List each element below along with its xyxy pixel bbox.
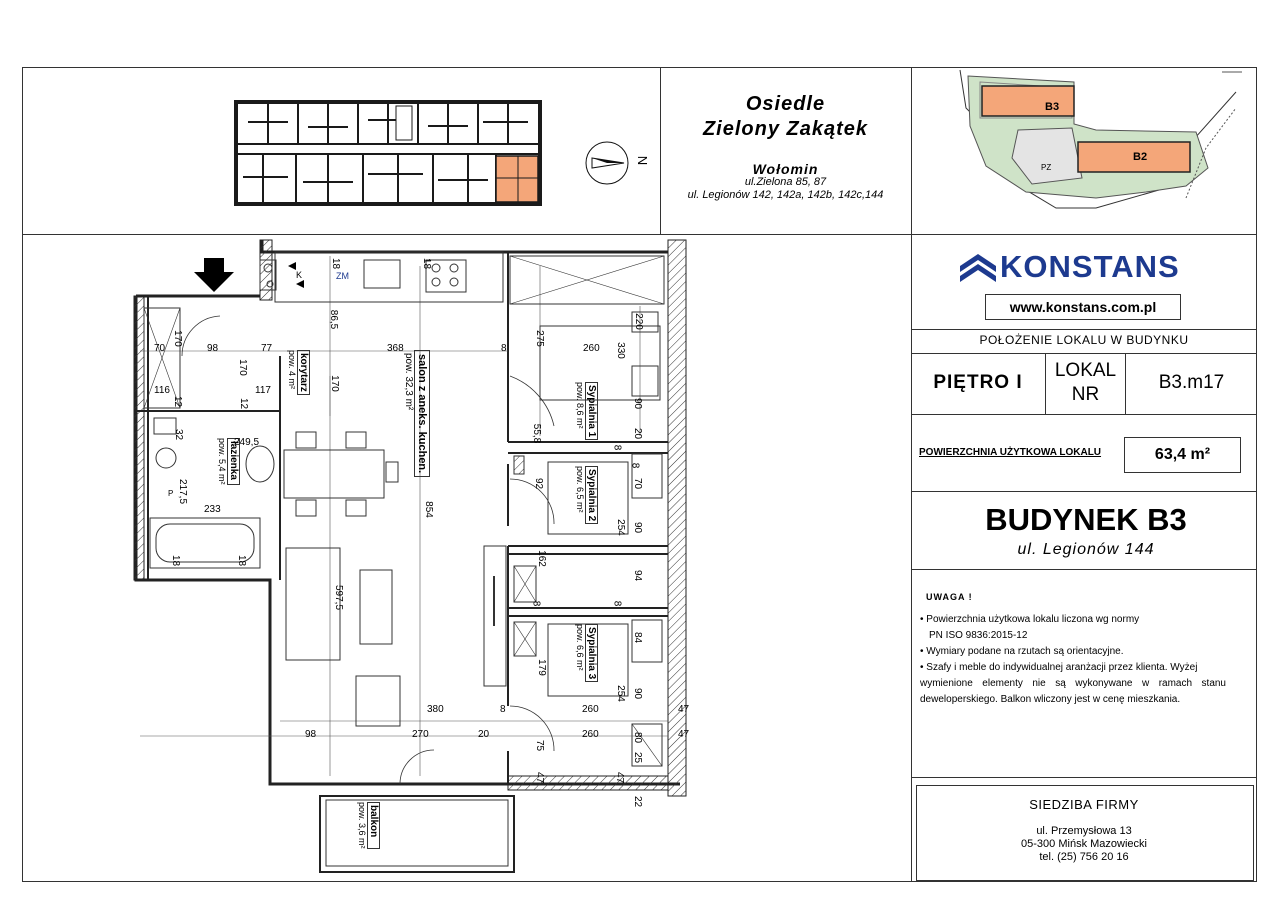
korytarz-name: korytarz	[297, 350, 310, 395]
sidebar-line-4	[911, 491, 1257, 492]
notes-heading: UWAGA !	[926, 592, 973, 602]
dim: 20	[478, 729, 490, 740]
dim: 98	[305, 729, 317, 740]
dim: 260	[582, 704, 599, 715]
building-floor-thumbnail	[228, 92, 548, 214]
dim: 162	[535, 550, 547, 567]
dim: 18	[170, 554, 182, 567]
estate-title-line2: Zielony Zakątek	[702, 118, 869, 140]
sypialnia2-area: pow. 6,5 m²	[575, 466, 585, 513]
dim: 254	[614, 685, 626, 702]
balkon-label	[357, 802, 380, 849]
balkon-area: pow. 3,6 m²	[357, 802, 367, 849]
lokal-label-1: LOKAL	[1054, 360, 1117, 381]
sypialnia1-name: Sypialnia 1	[585, 382, 598, 440]
dim: 8	[611, 600, 623, 607]
lokal-number: B3.m17	[1158, 372, 1225, 393]
lokal-label-2: NR	[1071, 384, 1100, 405]
building-name: BUDYNEK B3	[985, 502, 1187, 537]
dim: 368	[387, 343, 404, 354]
sypialnia2-label	[575, 466, 598, 524]
dim: 8	[629, 462, 641, 469]
dim: 47	[678, 729, 690, 740]
dim: 233	[204, 504, 221, 515]
note-line: • Wymiary podane na rzutach są orientacyjne.	[920, 646, 1124, 657]
dim: 220	[632, 313, 644, 330]
office-heading: SIEDZIBA FIRMY	[1029, 797, 1139, 812]
zm-label: ZM	[336, 271, 349, 281]
dim: 32	[173, 428, 185, 441]
dim: 86,5	[328, 309, 340, 330]
k-label: K	[296, 270, 303, 280]
dim: 8	[501, 343, 507, 354]
dim: 47	[534, 771, 546, 784]
dim: 330	[614, 342, 626, 359]
dim: 270	[412, 729, 429, 740]
area-label: POWIERZCHNIA UŻYTKOWA LOKALU	[919, 447, 1102, 458]
dim: 94	[632, 569, 644, 582]
dim: 8	[530, 600, 542, 607]
dim: 18	[236, 554, 248, 567]
dim: 70	[154, 343, 166, 354]
building-street: ul. Legionów 144	[1017, 541, 1155, 558]
dim: 75	[534, 739, 546, 752]
north-arrow-icon	[584, 140, 630, 186]
dim: 254	[614, 519, 626, 536]
dim: 260	[582, 729, 599, 740]
address-line1: ul.Zielona 85, 87	[744, 176, 827, 188]
dim: 170	[236, 359, 248, 376]
area-value: 63,4 m²	[1124, 437, 1241, 473]
site-b2-label: B2	[1133, 151, 1148, 163]
dim: 597,5	[333, 584, 345, 611]
office-street: ul. Przemysłowa 13	[1036, 825, 1132, 837]
dim: 12	[172, 395, 184, 408]
balkon-name: balkon	[367, 802, 380, 849]
dim: 90	[632, 521, 644, 534]
dim: 77	[261, 343, 273, 354]
lazienka-name: łazienka	[227, 438, 240, 485]
sidebar-line-1	[911, 329, 1257, 330]
salon-area: pow. 32,3 m²	[403, 353, 414, 411]
note-line: deweloperskiego. Balkon wliczony jest w cenę mieszkania.	[920, 694, 1181, 705]
salon-name: salon z aneks. kuchen.	[414, 350, 430, 477]
location-heading: POŁOŻENIE LOKALU W BUDYNKU	[979, 333, 1189, 347]
sidebar-divider	[911, 67, 912, 882]
dim: 18	[421, 257, 433, 270]
konstans-logo-icon	[960, 252, 996, 286]
dim: 20	[632, 427, 644, 440]
dim: 854	[422, 501, 434, 518]
salon-label	[403, 350, 430, 477]
city-label: Wołomin	[752, 161, 819, 177]
notes-body	[920, 612, 1226, 708]
dim: 92	[533, 477, 545, 490]
sypialnia2-name: Sypialnia 2	[585, 466, 598, 524]
north-label: N	[635, 155, 651, 166]
dim: 380	[427, 704, 444, 715]
sidebar-line-6	[911, 777, 1257, 778]
dim: 47	[614, 771, 626, 784]
site-plan	[946, 68, 1246, 232]
dim: 170	[171, 330, 183, 347]
dim: 116	[154, 385, 170, 396]
dim: 12	[238, 397, 250, 410]
dim: 8	[500, 704, 506, 715]
sypialnia1-label	[575, 382, 598, 440]
dim: 179	[535, 659, 547, 676]
dim: 70	[632, 477, 644, 490]
dim: 55,8	[531, 423, 543, 444]
address-line2: ul. Legionów 142, 142a, 142b, 142c,144	[687, 189, 884, 201]
sypialnia1-area: pow. 8,6 m²	[575, 382, 585, 429]
dim: 170	[328, 375, 340, 392]
korytarz-label	[287, 350, 310, 395]
sidebar-line-3	[911, 414, 1257, 415]
dim: 90	[632, 687, 644, 700]
dim: 25	[632, 751, 644, 764]
note-line: • Szafy i meble do indywidualnej aranżacji przez klienta. Wyżej	[920, 662, 1198, 673]
note-line: wymienione elementy nie są wykonywane w ramach stanu	[920, 678, 1226, 689]
dim: 260	[583, 343, 600, 354]
sypialnia3-label	[575, 624, 598, 682]
brand-url-link[interactable]: www.konstans.com.pl	[985, 294, 1181, 320]
dim: 80	[632, 731, 644, 744]
dim: 90	[632, 397, 644, 410]
p-label: P	[168, 489, 174, 498]
dim: 217,5	[177, 478, 189, 505]
dim: 22	[632, 795, 644, 808]
sidebar-line-2	[911, 353, 1257, 354]
sidebar-line-5	[911, 569, 1257, 570]
brand-name: KONSTANS	[1000, 249, 1180, 284]
floor-plan	[120, 236, 720, 876]
note-line: • Powierzchnia użytkowa lokalu liczona wg normy	[920, 614, 1140, 625]
dim: 275	[533, 330, 545, 347]
note-line: PN ISO 9836:2015-12	[929, 630, 1028, 641]
site-pz-label: PZ	[1041, 163, 1052, 172]
dim: 249,5	[234, 437, 260, 448]
sypialnia3-area: pow. 6,6 m²	[575, 624, 585, 671]
site-b3-label: B3	[1045, 101, 1060, 113]
sypialnia3-name: Sypialnia 3	[585, 624, 598, 682]
korytarz-area: pow. 4 m²	[287, 350, 297, 390]
dim: 8	[611, 444, 623, 451]
dim: 47	[678, 704, 690, 715]
header-divider	[22, 234, 1257, 235]
dim: 18	[330, 257, 342, 270]
estate-title-line1: Osiedle	[745, 93, 826, 115]
office-phone: tel. (25) 756 20 16	[1039, 851, 1129, 863]
lazienka-area: pow. 5,4 m²	[217, 438, 227, 485]
dim: 117	[255, 385, 271, 396]
floor-label: PIĘTRO I	[933, 372, 1023, 393]
dim: 84	[632, 631, 644, 644]
office-city: 05-300 Mińsk Mazowiecki	[1021, 838, 1147, 850]
dim: 98	[207, 343, 219, 354]
